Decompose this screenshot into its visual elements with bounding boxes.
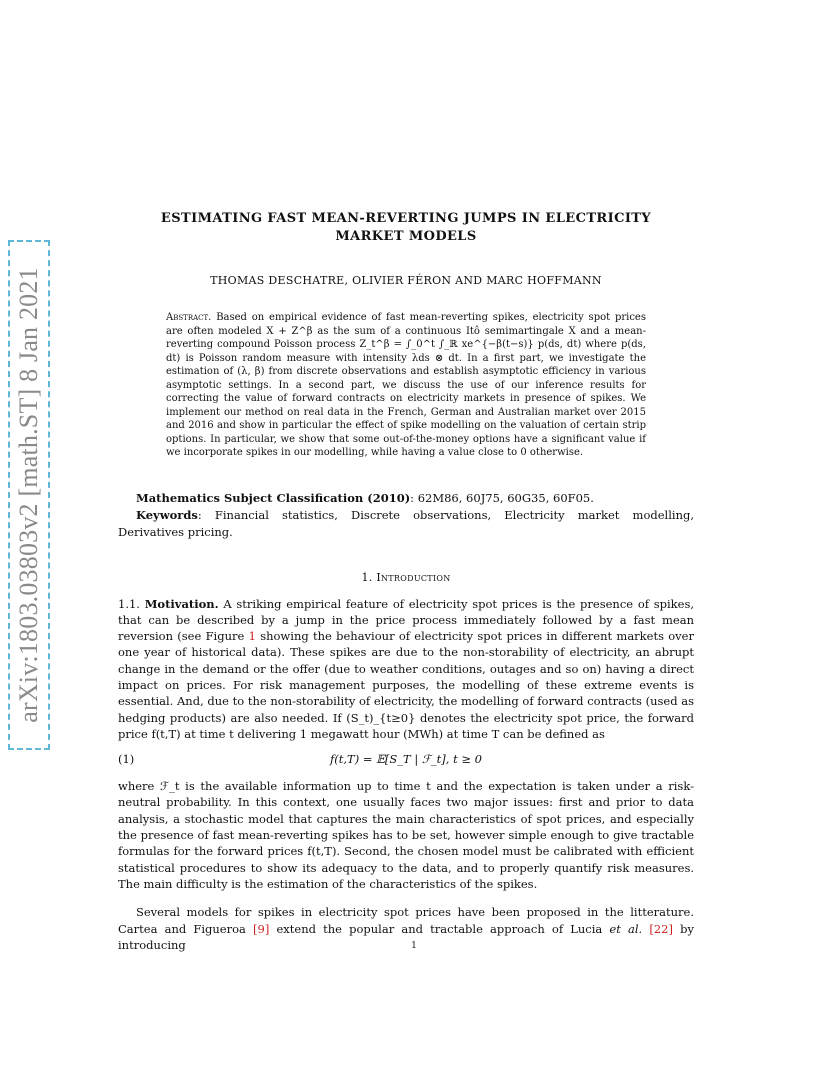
abstract-label: Abstract. — [166, 312, 212, 323]
page-number: 1 — [411, 941, 417, 951]
motivation-text-1: A striking empirical feature of electricity spot prices is the presence of spikes, that can be described by a jump in the price process immediately followed by a fast mean reversion (see Figure — [118, 596, 694, 644]
arxiv-stamp — [8, 240, 50, 750]
subsection-label: 1.1. — [118, 596, 140, 611]
title-line-1: ESTIMATING FAST MEAN-REVERTING JUMPS IN ELECTRICITY — [160, 211, 652, 226]
classification-block — [118, 490, 694, 541]
section-title: Introduction — [376, 570, 451, 584]
figure-link[interactable]: 1 — [248, 629, 256, 644]
keywords-line — [118, 507, 694, 541]
title-line-2: MARKET MODELS — [335, 229, 477, 244]
msc-value: : 62M86, 60J75, 60G35, 60F05. — [410, 490, 594, 505]
section-heading — [118, 571, 694, 584]
subsection-title: Motivation. — [144, 596, 219, 611]
models-text-2: extend the popular and tractable approach of Lucia — [269, 921, 610, 936]
arxiv-stamp-text: arXiv:1803.03803v2 [math.ST] 8 Jan 2021 — [14, 267, 43, 723]
abstract — [166, 311, 646, 460]
citation-22-link[interactable]: [22] — [649, 921, 673, 936]
section-number: 1. — [361, 570, 373, 584]
after-equation-paragraph: where ℱ_t is the available information up to time t and the expectation is taken under a risk-neutral probability. In this context, one usually faces two major issues: first and prior to data analysis, a stochastic model that captures the main characteristics of spot prices, and especially the presence of fast mean-reverting spikes has to be set, however simple enough to give tractable formulas for the forward prices f(t,T). Second, the chosen model must be calibrated with efficient statistical procedures to show its adequacy to the data, and to properly quantify risk measures. The main difficulty is the estimation of the characteristics of the spikes. — [118, 779, 694, 891]
equation-1 — [118, 748, 694, 774]
equation-number: (1) — [118, 752, 135, 767]
msc-label: Mathematics Subject Classification (2010) — [136, 490, 411, 505]
paper-title — [118, 210, 694, 246]
models-text-3: by introducing — [118, 921, 694, 952]
abstract-text: Based on empirical evidence of fast mean-reverting spikes, electricity spot prices are often modeled X + Z^β as the sum of a continuous Itô semimartingale X and a mean-reverting compound Poisson process Z_t^β = ∫_0^t ∫_ℝ xe^{−β(t−s)} p(ds, dt) where p(ds, dt) is Poisson random measure with intensity λds ⊗ dt. In a first part, we investigate the estimation of (λ, β) from discrete observations and establish asymptotic efficiency in various asymptotic settings. In a second part, we discuss the use of our inference results for correcting the value of forward contracts on electricity markets in presence of spikes. We implement our method on real data in the French, German and Australian market over 2015 and 2016 and show in particular the effect of spike modelling on the valuation of certain strip options. In particular, we show that some out-of-the-money options have a significant value if we incorporate spikes in our modelling, while having a value close to 0 otherwise. — [166, 312, 646, 458]
authors: THOMAS DESCHATRE, OLIVIER FÉRON AND MARC HOFFMANN — [210, 274, 602, 287]
equation-body: f(t,T) = 𝔼[S_T | ℱ_t], t ≥ 0 — [330, 752, 482, 767]
keywords-value: : Financial statistics, Discrete observations, Electricity market modelling, Derivatives pricing. — [118, 507, 694, 539]
citation-9-link[interactable]: [9] — [253, 921, 270, 936]
msc-line — [118, 490, 694, 507]
keywords-label: Keywords — [136, 507, 198, 522]
et-al: et al. — [609, 921, 643, 936]
models-text-1: Several models for spikes in electricity spot prices have been proposed in the litterature. Cartea and Figueroa — [118, 905, 694, 936]
page-content — [118, 210, 694, 953]
motivation-text-2: showing the behaviour of electricity spot prices in different markets over one year of historical data). These spikes are due to the non-storability of electricity, an abrupt change in the demand or the offer (due to weather conditions, outages and so on) having a direct impact on prices. For risk management purposes, the modelling of these extreme events is essential. And, due to the non-storability of electricity, the modelling of forward contracts (used as hedging products) are also needed. If (S_t)_{t≥0} denotes the electricity spot price, the forward price f(t,T) at time t delivering 1 megawatt hour (MWh) at time T can be defined as — [118, 629, 694, 741]
motivation-paragraph — [118, 596, 694, 743]
